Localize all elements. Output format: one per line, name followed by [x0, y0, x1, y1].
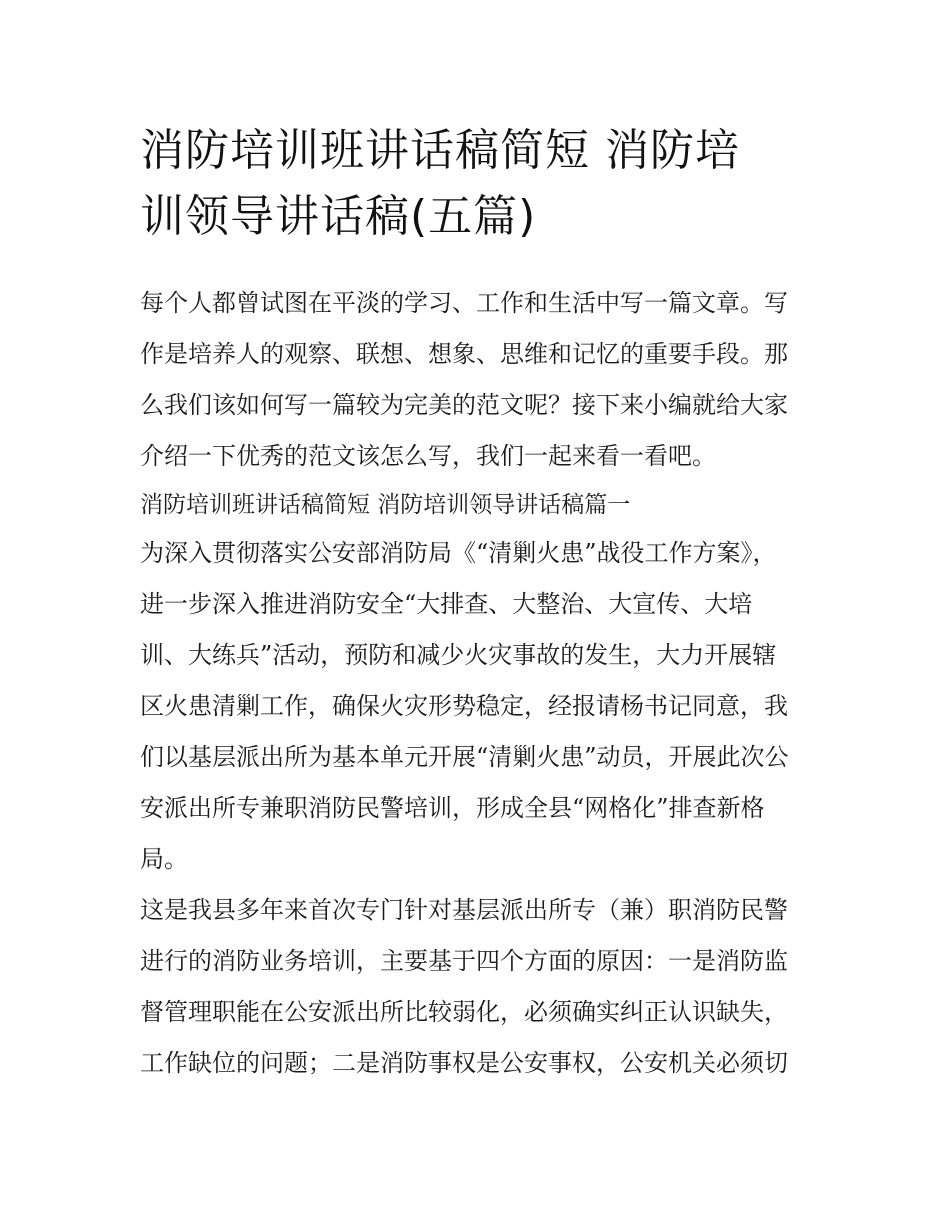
section-heading: 消防培训班讲话稿简短 消防培训领导讲话稿篇一 — [140, 492, 631, 518]
paragraph2-line-3: 督管理职能在公安派出所比较弱化，必须确实纠正认识缺失， — [140, 998, 788, 1026]
document-body — [140, 278, 820, 1089]
title-line-2: 训领导讲话稿(五篇) — [140, 191, 537, 242]
intro-line-1: 每个人都曾试图在平淡的学习、工作和生活中写一篇文章。写 — [140, 289, 788, 317]
paragraph1-line-6: 安派出所专兼职消防民警培训，形成全县“网格化”排查新格 — [140, 794, 765, 822]
paragraph1-line-7: 局。 — [140, 845, 188, 873]
intro-line-3: 么我们该如何写一篇较为完美的范文呢？接下来小编就给大家 — [140, 391, 788, 419]
body-paragraph-1 — [140, 528, 820, 885]
paragraph1-line-3: 训、大练兵”活动，预防和减少火灾事故的发生，大力开展辖 — [140, 641, 777, 669]
paragraph1-line-2: 进一步深入推进消防安全“大排查、大整治、大宣传、大培 — [140, 590, 753, 618]
intro-line-2: 作是培养人的观察、联想、想象、思维和记忆的重要手段。那 — [140, 340, 788, 368]
intro-line-4: 介绍一下优秀的范文该怎么写，我们一起来看一看吧。 — [140, 442, 716, 470]
paragraph1-line-5: 们以基层派出所为基本单元开展“清剿火患”动员，开展此次公 — [140, 743, 789, 771]
paragraph1-line-4: 区火患清剿工作，确保火灾形势稳定，经报请杨书记同意，我 — [140, 692, 788, 720]
paragraph2-line-2: 进行的消防业务培训，主要基于四个方面的原因：一是消防监 — [140, 947, 788, 975]
body-paragraph-2 — [140, 885, 820, 1089]
paragraph2-line-1: 这是我县多年来首次专门针对基层派出所专（兼）职消防民警 — [140, 896, 788, 924]
title-line-1: 消防培训班讲话稿简短 消防培 — [140, 125, 740, 176]
intro-paragraph — [140, 278, 820, 482]
document-title — [140, 118, 820, 250]
paragraph2-line-4: 工作缺位的问题；二是消防事权是公安事权，公安机关必须切 — [140, 1049, 788, 1077]
paragraph1-line-1: 为深入贯彻落实公安部消防局《“清剿火患”战役工作方案》， — [140, 539, 777, 567]
